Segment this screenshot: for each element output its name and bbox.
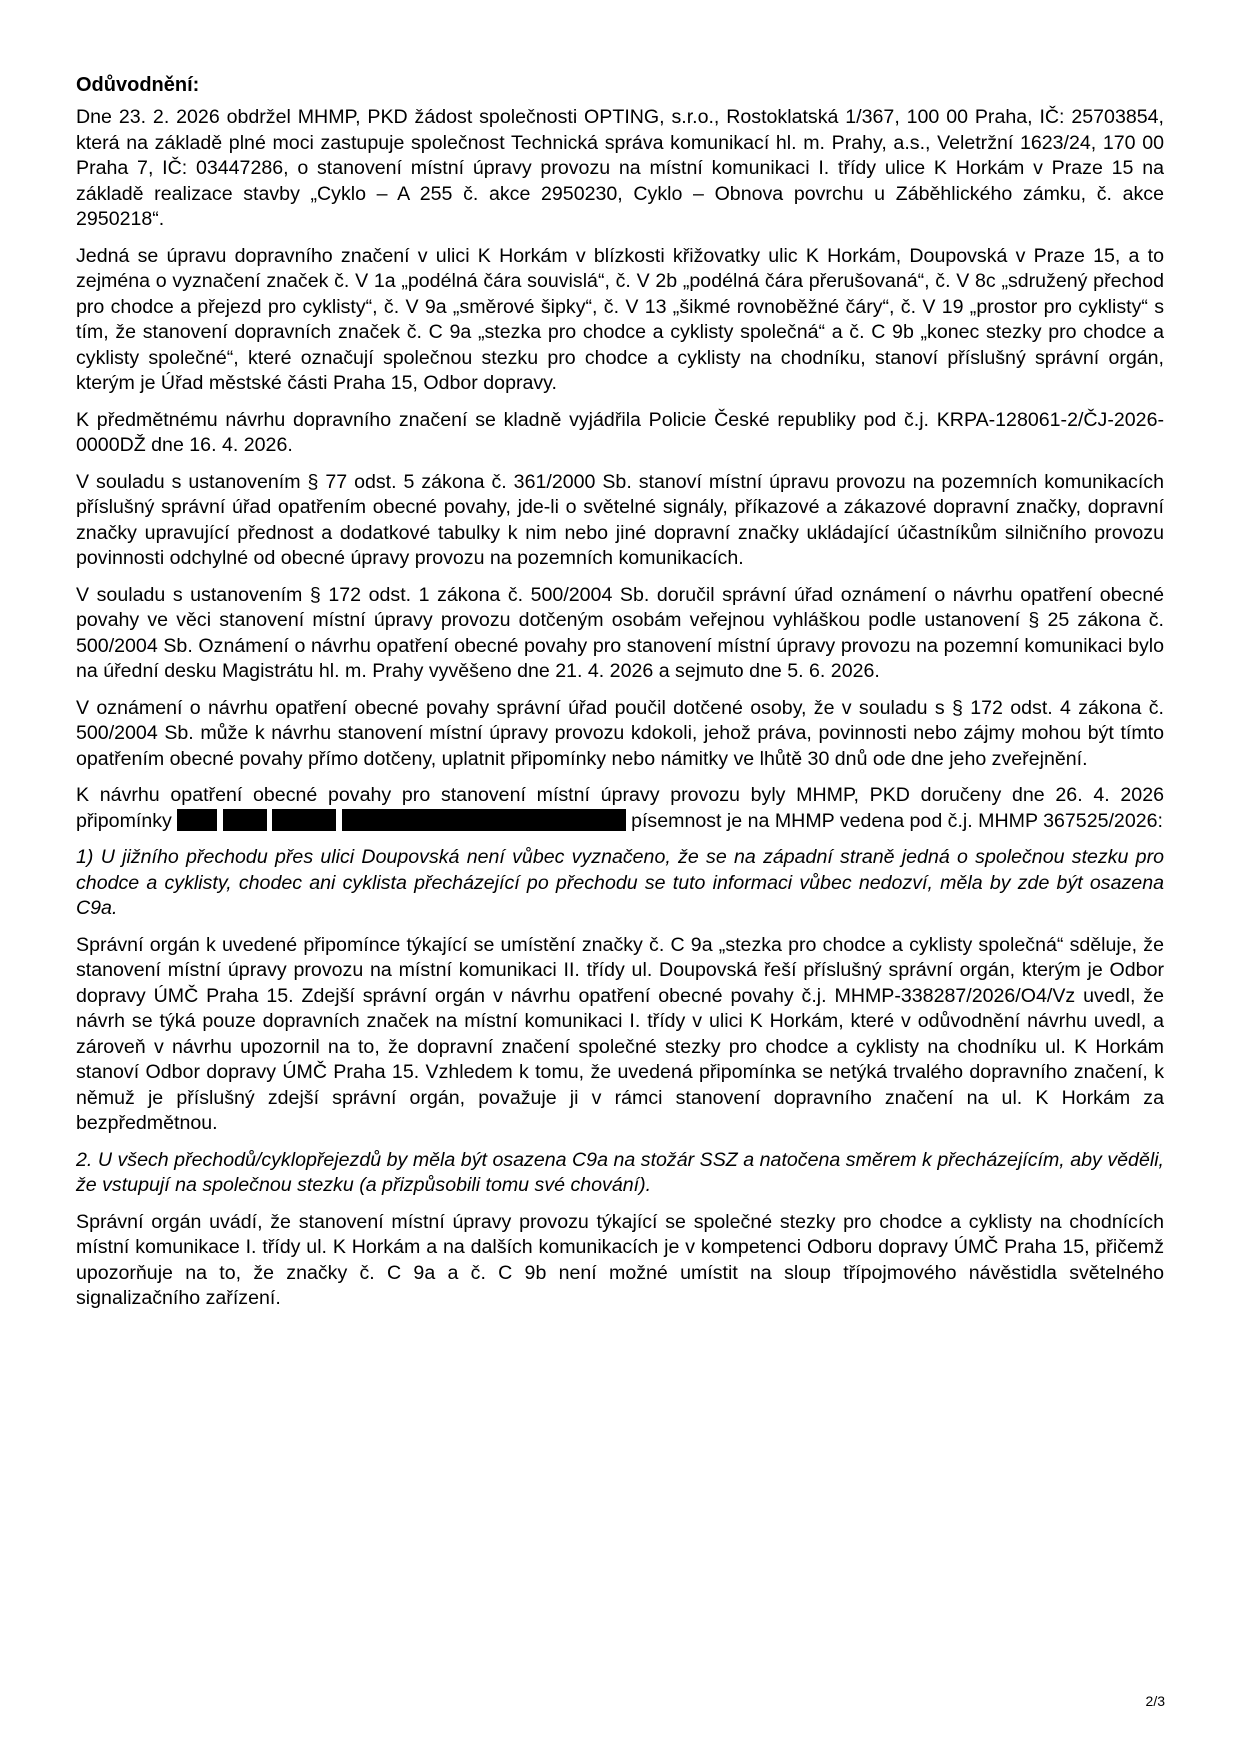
paragraph-description: Jedná se úpravu dopravního značení v ulici K Horkám v blízkosti křižovatky ulic K Horkám, Doupovská v Praze 15, a to zejména o vyznačení značek č. V 1a „podélná čára souvislá“, č. V 2b „podélná čára přerušovaná“, č. V 8c „sdružený přechod pro chodce a přejezd pro cyklisty“, č. V 9a „směrové šipky“, č. V 13 „šikmé rovnoběžné čáry“, č. V 19 „prostor pro cyklisty“ s tím, že stanovení dopravních značek č. C 9a „stezka pro chodce a cyklisty společná“ a č. C 9b „konec stezky pro chodce a cyklisty společné“, které označují společnou stezku pro chodce a cyklisty na chodníku, stanoví příslušný správní orgán, kterým je Úřad městské části Praha 15, Odbor dopravy. bbox=[76, 244, 1164, 394]
redaction-block bbox=[342, 809, 626, 831]
redaction-block bbox=[272, 809, 336, 831]
redaction-block bbox=[177, 809, 217, 831]
comment-2-objection: 2. U všech přechodů/cyklopřejezdů by měla být osazena C9a na stožár SSZ a natočena směrem k přecházejícím, aby věděli, že vstupují na společnou stezku (a přizpůsobili tomu své chování). bbox=[76, 1148, 1164, 1196]
comment-1-objection: 1) U jižního přechodu přes ulici Doupovská není vůbec vyznačeno, že se na západní straně jedná o společnou stezku pro chodce a cyklisty, chodec ani cyklista přecházející po přechodu se tuto informaci vůbec nedozví, měla by zde být osazena C9a. bbox=[76, 846, 1164, 919]
paragraph-police: K předmětnému návrhu dopravního značení se kladně vyjádřila Policie České republiky pod č.j. KRPA-128061-2/ČJ-2026-0000DŽ dne 16. 4. 2026. bbox=[76, 408, 1164, 456]
comment-1-response: Správní orgán k uvedené připomínce týkající se umístění značky č. C 9a „stezka pro chodce a cyklisty společná“ sděluje, že stanovení místní úpravy provozu na místní komunikaci II. třídy ul. Doupovská řeší příslušný správní orgán, kterým je Odbor dopravy ÚMČ Praha 15. Zdejší správní orgán v návrhu opatření obecné povahy č.j. MHMP-338287/2026/O4/Vz uvedl, že návrh se týká pouze dopravních značek na místní komunikaci I. třídy v ulici K Horkám, které v odůvodnění návrhu uvedl, a zároveň v návrhu upozornil na to, že dopravní značení společné stezky pro chodce a cyklisty na chodníku ul. K Horkám stanoví Odbor dopravy ÚMČ Praha 15. Vzhledem k tomu, že uvedená připomínka se netýká trvalého dopravního značení, k němuž je příslušný zdejší správní orgán, považuje ji v rámci stanovení dopravního značení na ul. K Horkám za bezpředmětnou. bbox=[76, 933, 1164, 1134]
paragraph-comments-received bbox=[76, 783, 1164, 834]
page-number: 2/3 bbox=[1145, 1693, 1165, 1709]
comment-2-response: Správní orgán uvádí, že stanovení místní úpravy provozu týkající se společné stezky pro chodce a cyklisty na chodnících místní komunikace I. třídy ul. K Horkám a na dalších komunikacích je v kompetenci Odboru dopravy ÚMČ Praha 15, přičemž upozorňuje na to, že značky č. C 9a a č. C 9b není možné umístit na sloup třípojmového návěstidla světelného signalizačního zařízení. bbox=[76, 1210, 1164, 1309]
paragraph-notice: V oznámení o návrhu opatření obecné povahy správní úřad poučil dotčené osoby, že v souladu s § 172 odst. 4 zákona č. 500/2004 Sb. může k návrhu stanovení místní úpravy provozu kdokoli, jehož práva, povinnosti nebo zájmy mohou být tímto opatřením obecné povahy přímo dotčeny, uplatnit připomínky nebo námitky ve lhůtě 30 dnů ode dne jeho zveřejnění. bbox=[76, 696, 1164, 770]
paragraph-law-172: V souladu s ustanovením § 172 odst. 1 zákona č. 500/2004 Sb. doručil správní úřad oznámení o návrhu opatření obecné povahy ve věci stanovení místní úpravy provozu dotčeným osobám veřejnou vyhláškou podle ustanovení § 25 zákona č. 500/2004 Sb. Oznámení o návrhu opatření obecné povahy pro stanovení místní úpravy provozu na pozemní komunikaci bylo na úřední desku Magistrátu hl. m. Prahy vyvěšeno dne 21. 4. 2026 a sejmuto dne 5. 6. 2026. bbox=[76, 583, 1164, 682]
paragraph-law-77: V souladu s ustanovením § 77 odst. 5 zákona č. 361/2000 Sb. stanoví místní úpravu provozu na pozemních komunikacích příslušný správní úřad opatřením obecné povahy, jde-li o světelné signály, příkazové a zákazové dopravní značky, dopravní značky upravující přednost a dodatkové tabulky k nim nebo jiné dopravní značky ukládající účastníkům silničního provozu povinnosti odchylné od obecné úpravy provozu na pozemních komunikacích. bbox=[76, 470, 1164, 569]
section-heading: Odůvodnění: bbox=[76, 74, 200, 96]
redaction-block bbox=[223, 809, 267, 831]
paragraph-request: Dne 23. 2. 2026 obdržel MHMP, PKD žádost společnosti OPTING, s.r.o., Rostoklatská 1/367, 100 00 Praha, IČ: 25703854, která na základě plné moci zastupuje společnost Technická správa komunikací hl. m. Prahy, a.s., Veletržní 1623/24, 170 00 Praha 7, IČ: 03447286, o stanovení místní úpravy provozu na místní komunikaci I. třídy ulice K Horkám v Praze 15 na základě realizace stavby „Cyklo – A 255 č. akce 2950230, Cyklo – Obnova povrchu u Záběhlického zámku, č. akce 2950218“. bbox=[76, 106, 1164, 230]
document-body bbox=[76, 72, 1164, 1323]
redaction-text-before: K návrhu opatření obecné povahy pro stanovení místní úpravy provozu byly MHMP, PKD doručeny dne 26. 4. 2026 připomínky bbox=[76, 784, 1164, 832]
redaction-text-after: písemnost je na MHMP vedena pod č.j. MHMP 367525/2026: bbox=[631, 809, 1163, 832]
